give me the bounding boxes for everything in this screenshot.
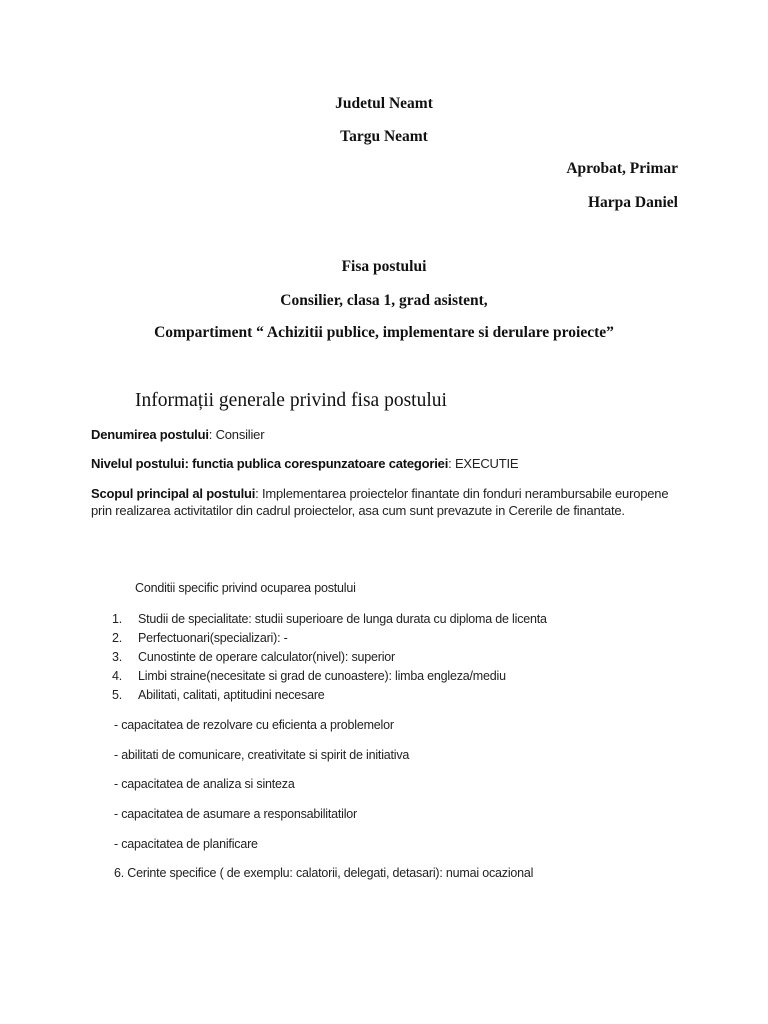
approval-line: Aprobat, Primar bbox=[566, 160, 678, 177]
field-label: Denumirea postului bbox=[91, 427, 209, 442]
item-number: 2. bbox=[112, 631, 123, 645]
mayor-name: Harpa Daniel bbox=[588, 194, 678, 211]
ability-item: - capacitatea de planificare bbox=[114, 837, 258, 851]
town-name: Targu Neamt bbox=[340, 128, 428, 145]
item-text: Studii de specialitate: studii superioare de lunga durata cu diploma de licenta bbox=[138, 612, 547, 626]
field-position-name bbox=[91, 426, 691, 443]
conditions-heading: Conditii specific privind ocuparea postului bbox=[135, 581, 356, 595]
county-name: Judetul Neamt bbox=[335, 95, 433, 112]
item-number: 4. bbox=[112, 669, 123, 683]
position-title: Consilier, clasa 1, grad asistent, bbox=[280, 292, 488, 309]
item-text: Limbi straine(necesitate si grad de cunoastere): limba engleza/mediu bbox=[138, 669, 506, 683]
section-heading: Informații generale privind fisa postului bbox=[135, 390, 447, 411]
item-text: Cunostinte de operare calculator(nivel): superior bbox=[138, 650, 396, 664]
field-position-level bbox=[91, 455, 691, 472]
ability-item: - capacitatea de rezolvare cu eficienta a problemelor bbox=[114, 718, 394, 732]
department-title: Compartiment “ Achizitii publice, implementare si derulare proiecte” bbox=[154, 324, 614, 341]
ability-item: - capacitatea de asumare a responsabilitatilor bbox=[114, 807, 358, 821]
ability-item: - capacitatea de analiza si sinteza bbox=[114, 777, 295, 791]
specific-requirements: 6. Cerinte specifice ( de exemplu: calatorii, delegati, detasari): numai ocazional bbox=[114, 866, 534, 880]
field-position-scope bbox=[91, 485, 691, 519]
item-text: Abilitati, calitati, aptitudini necesare bbox=[138, 688, 325, 702]
field-value: : Consilier bbox=[208, 427, 265, 442]
field-label: Nivelul postului: functia publica corespunzatoare categoriei bbox=[91, 456, 449, 471]
document-title: Fisa postului bbox=[341, 258, 427, 275]
ability-item: - abilitati de comunicare, creativitate si spirit de initiativa bbox=[114, 748, 410, 762]
field-value: : EXECUTIE bbox=[448, 456, 519, 471]
field-value: : Implementarea proiectelor finantate din fonduri nerambursabile europene prin realizarea activitatilor din cadrul proiectelor, asa cum sunt prevazute in Cererile de finantate. bbox=[91, 486, 669, 518]
item-number: 1. bbox=[112, 612, 123, 626]
item-number: 5. bbox=[112, 688, 123, 702]
item-text: Perfectuonari(specializari): - bbox=[138, 631, 288, 645]
item-number: 3. bbox=[112, 650, 123, 664]
field-label: Scopul principal al postului bbox=[91, 486, 256, 501]
